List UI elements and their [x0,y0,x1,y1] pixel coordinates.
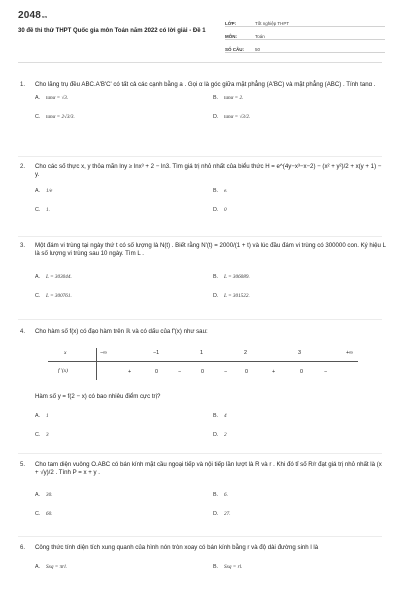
option-b[interactable]: B. e. [213,187,228,194]
question-5 [18,461,386,524]
sign: − [224,369,228,375]
x-value: 3 [298,350,301,356]
site-logo[interactable]: 2048vn [18,10,48,21]
x-value: −∞ [100,350,107,356]
option-a[interactable]: A. L = 303044. [35,273,72,280]
question-6 [18,544,386,576]
x-value: −1 [153,350,160,356]
sign: + [128,369,132,375]
x-value: 2 [244,350,247,356]
question-number: 3. [20,243,26,249]
meta-subject-key: MÔN: [225,34,237,39]
option-a[interactable]: A. 1/e [35,187,53,194]
question-text: Cho hàm số f(x) có đạo hàm trên ℝ và có dấu của f'(x) như sau: [35,328,208,335]
meta-class-key: LỚP: [225,21,237,26]
meta-subject-row [225,28,385,40]
option-c[interactable]: C. 60. [35,510,53,517]
x-value: 1 [200,350,203,356]
options [35,564,386,576]
question-text: Một đám vi trùng tại ngày thứ t có số lượng là N(t) . Biết rằng N'(t) = 2000/(1 + t) và lúc đầu đám vi trùng có 300000 con. Ký hiệu L là số lượng vi trùng sau 10 ngày. Tìm L . [35,242,386,258]
option-c[interactable]: C. 3 [35,432,49,439]
question-4 [18,328,386,336]
option-b[interactable]: B. tanα = 2. [213,95,244,102]
option-c[interactable]: C. 1. [35,206,50,213]
question-number: 2. [20,164,26,170]
option-b[interactable]: B. 4 [213,413,227,420]
option-b[interactable]: B. L = 306089. [213,273,250,280]
divider [18,453,382,454]
divider [18,156,382,157]
options [35,274,386,306]
header-divider [18,62,382,63]
sign-table-vline [96,348,97,380]
x-value: +∞ [346,350,353,356]
sign: 0 [155,369,158,375]
question-1 [18,81,386,127]
option-d[interactable]: D. 0 [213,206,227,213]
meta-count-value: 50 [255,47,261,52]
options [35,492,386,524]
sign-table-hline [48,361,358,362]
question-3 [18,242,386,306]
question-text: Cho tam diện vuông O.ABC có bán kính mặt cầu ngoại tiếp và nội tiếp lần lượt là R và r . Khi đó tỉ số R/r đạt giá trị nhỏ nhất là (x + √y)/2 . Tính P = x + y . [35,461,382,477]
divider [18,236,382,237]
question-number: 5. [20,462,26,468]
page-title: 30 đề thi thử THPT Quốc gia môn Toán năm 2022 có lời giải - Đề 1 [18,28,206,34]
sign: 0 [201,369,204,375]
option-b[interactable]: B. Sxq = rl. [213,564,243,571]
meta-class-row [225,15,385,27]
question-subtext: Hàm số y = f(2 − x) có bao nhiêu điểm cực trị? [35,393,161,400]
meta-count-key: SỐ CÂU: [225,47,244,52]
sign: − [178,369,182,375]
sign: + [272,369,276,375]
sign-table [48,346,358,380]
option-d[interactable]: D. tanα = √3/2. [213,114,251,121]
question-2 [18,163,386,220]
option-d[interactable]: D. 2 [213,432,227,439]
sign: 0 [300,369,303,375]
sign-table-fp-label: f '(x) [58,368,68,374]
option-a[interactable]: A. tanα = √3. [35,95,69,102]
sign: 0 [245,369,248,375]
option-d[interactable]: D. L = 301522. [213,292,250,299]
sign: − [324,369,328,375]
question-text: Cho lăng trụ đều ABC.A'B'C' có tất cả các cạnh bằng a . Gọi α là góc giữa mặt phẳng (A'BC) và mặt phẳng (ABC) . Tính tanα . [35,81,376,88]
option-c[interactable]: C. tanα = 2√3/3. [35,114,75,121]
exam-meta [225,15,385,54]
divider [18,319,382,320]
meta-subject-value: Toán [255,34,265,39]
option-c[interactable]: C. L = 300761. [35,292,72,299]
question-number: 1. [20,82,26,88]
option-a[interactable]: A. 1 [35,413,49,420]
question-text: Công thức tính diện tích xung quanh của hình nón tròn xoay có bán kính bằng r và độ dài đường sinh l là [35,544,319,551]
question-text: Cho các số thực x, y thỏa mãn lny ≥ lnx³ + 2 − ln3. Tìm giá trị nhỏ nhất của biểu thức H = e^(4y−x³−x−2) − (x² + y²)/2 + x(y + 1) − y. [35,163,382,179]
question-number: 4. [20,329,26,335]
sign-table-x-label: x [64,350,67,356]
options [35,95,386,127]
option-d[interactable]: D. 27. [213,510,231,517]
option-b[interactable]: B. 6. [213,491,228,498]
meta-class-value: Tốt nghiệp THPT [255,21,290,26]
option-a[interactable]: A. 30. [35,491,53,498]
header [0,0,400,66]
options [35,188,386,220]
meta-count-row [225,41,385,53]
question-number: 6. [20,545,26,551]
divider [18,536,382,537]
options [35,413,386,445]
question-4-continued [18,393,386,445]
option-a[interactable]: A. Sxq = πrl. [35,564,67,571]
